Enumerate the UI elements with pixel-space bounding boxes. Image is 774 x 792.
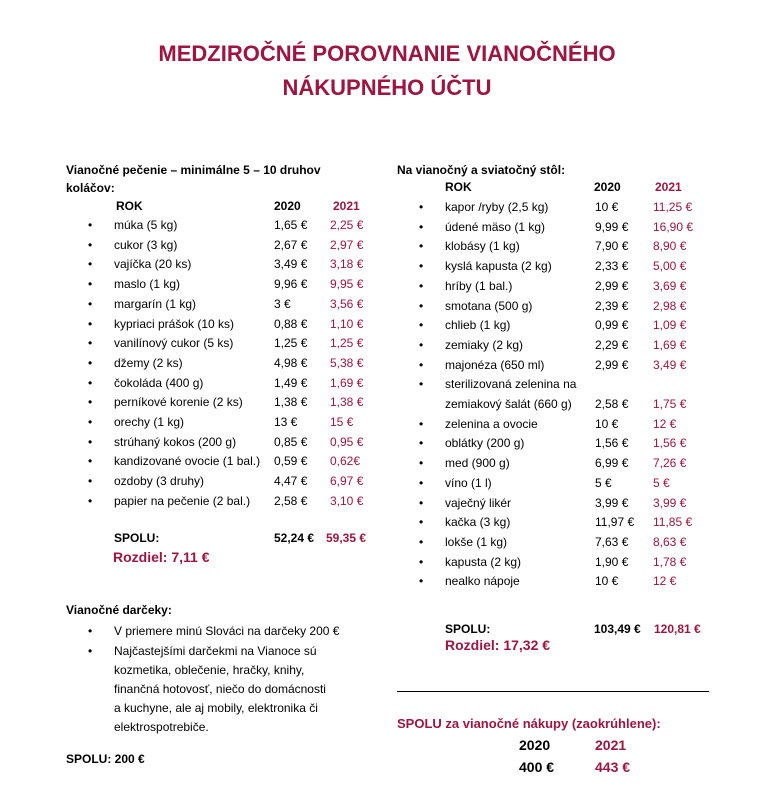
item-value-2021: 2,25 € (330, 218, 364, 232)
item-name: vanilínový cukor (5 ks) (114, 336, 234, 351)
item-name: víno (1 l) (445, 475, 492, 490)
item-value-2021: 12 € (653, 574, 677, 589)
baking-total-2020: 52,24 € (274, 531, 315, 545)
item-value-2020: 0,59 € (274, 454, 308, 469)
item-value-2020: 10 € (595, 416, 619, 431)
list-item (419, 395, 729, 415)
list-item (88, 216, 398, 236)
item-value-2020: 2,99 € (595, 278, 629, 293)
item-value-2021: 3,10 € (330, 493, 364, 508)
list-item (419, 474, 729, 494)
bullet-icon: • (88, 257, 93, 272)
table-col-2021: 2021 (655, 180, 682, 194)
baking-total-label: SPOLU: (114, 531, 160, 545)
item-value-2020: 0,88 € (274, 316, 308, 331)
bullet-icon: • (419, 318, 424, 333)
grand-total-heading: SPOLU za vianočné nákupy (zaokrúhlene): (397, 716, 661, 731)
list-item (88, 354, 398, 374)
item-value-2021: 8,63 € (653, 534, 687, 549)
bullet-icon: • (419, 278, 424, 293)
list-item (88, 472, 398, 492)
list-item (419, 277, 729, 297)
item-value-2021: 3,18 € (330, 257, 364, 272)
bullet-icon: • (88, 277, 93, 292)
list-item (88, 275, 398, 295)
item-name: strúhaný kokos (200 g) (114, 434, 237, 449)
item-name: kandizované ovocie (1 bal.) (114, 454, 261, 469)
item-value-2021: 15 € (330, 415, 354, 429)
item-value-2021: 7,26 € (653, 456, 687, 471)
bullet-icon: • (419, 554, 424, 569)
bullet-icon: • (419, 495, 424, 510)
item-value-2021: 1,56 € (653, 436, 687, 451)
bullet-icon: • (419, 515, 424, 530)
baking-col-rok: ROK (116, 199, 143, 213)
item-value-2021: 9,95 € (330, 277, 364, 292)
bullet-icon: • (419, 298, 424, 313)
item-value-2021: 3,99 € (653, 495, 687, 510)
bullet-icon: • (419, 475, 424, 490)
bullet-icon: • (88, 624, 93, 638)
item-name: papier na pečenie (2 bal.) (114, 493, 251, 508)
item-value-2021: 11,25 € (653, 200, 693, 214)
bullet-icon: • (419, 534, 424, 549)
bullet-icon: • (419, 337, 424, 352)
item-value-2020: 5 € (595, 475, 612, 490)
item-value-2021: 5 € (653, 475, 670, 490)
item-name: nealko nápoje (445, 574, 520, 589)
list-item (88, 492, 398, 512)
list-item (419, 553, 729, 573)
item-value-2021: 1,69 € (330, 375, 364, 390)
item-value-2021: 3,69 € (653, 278, 687, 293)
bullet-icon: • (419, 357, 424, 372)
item-value-2021: 3,56 € (330, 296, 364, 311)
item-name: čokoláda (400 g) (114, 375, 204, 390)
bullet-icon: • (88, 395, 93, 410)
table-total-2021: 120,81 € (654, 622, 701, 636)
list-item (88, 393, 398, 413)
item-value-2020: 2,33 € (595, 259, 629, 274)
divider (397, 691, 709, 692)
list-item (419, 218, 729, 238)
item-value-2020: 6,99 € (595, 456, 629, 471)
baking-col-2020: 2020 (274, 199, 301, 213)
bullet-icon: • (88, 336, 93, 351)
list-item (88, 255, 398, 275)
bullet-icon: • (419, 436, 424, 451)
baking-total-row (88, 529, 388, 549)
item-name: kypriaci prášok (10 ks) (114, 316, 235, 331)
baking-col-2021: 2021 (333, 199, 360, 213)
item-value-2021: 6,97 € (330, 474, 364, 489)
list-item (419, 356, 729, 376)
grand-total-2021-label: 2021 (595, 737, 627, 753)
list-item (419, 375, 729, 395)
bullet-icon: • (419, 239, 424, 254)
grand-total-2021: 443 € (595, 759, 631, 775)
item-value-2021: 1,25 € (330, 336, 364, 351)
grand-total-2020: 400 € (519, 759, 555, 775)
item-name: džemy (2 ks) (114, 355, 183, 370)
item-value-2021: 8,90 € (653, 239, 687, 254)
item-value-2020: 2,99 € (595, 357, 629, 372)
baking-difference: Rozdiel: 7,11 € (113, 549, 210, 565)
list-item (88, 315, 398, 335)
bullet-icon: • (419, 377, 424, 392)
item-value-2020: 7,90 € (595, 239, 629, 254)
item-value-2020: 2,29 € (595, 337, 629, 352)
item-value-2021: 1,38 € (330, 395, 364, 410)
item-name: majonéza (650 ml) (445, 357, 545, 372)
bullet-icon: • (88, 474, 93, 489)
item-value-2021: 1,10 € (330, 316, 364, 331)
grand-total-2020-label: 2020 (519, 737, 551, 753)
list-item (419, 434, 729, 454)
bullet-icon: • (419, 574, 424, 589)
item-name: vaječný likér (445, 495, 512, 510)
item-name: zemiaky (2 kg) (445, 337, 524, 352)
list-item (88, 413, 398, 433)
item-value-2021: 0,95 € (330, 434, 364, 449)
item-value-2020: 1,38 € (274, 395, 308, 410)
list-item (88, 236, 398, 256)
list-item (419, 533, 729, 553)
item-value-2021: 5,00 € (653, 259, 687, 274)
item-name: maslo (1 kg) (114, 277, 181, 292)
baking-heading-cont: koláčov: (66, 181, 115, 195)
table-total-label: SPOLU: (445, 622, 491, 636)
item-value-2021: 5,38 € (330, 355, 364, 370)
list-item (419, 415, 729, 435)
item-name: zemiakový šalát (660 g) (445, 397, 572, 411)
item-name: vajíčka (20 ks) (114, 257, 192, 272)
page-title-line1: MEDZIROČNÉ POROVNANIE VIANOČNÉHO (158, 41, 616, 66)
item-name: zelenina a ovocie (445, 416, 538, 431)
item-value-2020: 9,96 € (274, 277, 308, 292)
bullet-icon: • (88, 434, 93, 449)
item-value-2021: 11,85 € (653, 515, 693, 530)
item-value-2021: 1,75 € (653, 397, 687, 411)
list-item (88, 433, 398, 453)
list-item (419, 513, 729, 533)
item-name: perníkové korenie (2 ks) (114, 395, 243, 410)
list-item (88, 452, 398, 472)
item-name: med (900 g) (445, 456, 510, 471)
item-name: sterilizovaná zelenina na (445, 377, 577, 392)
list-item (419, 572, 729, 592)
gift-text-line: kozmetika, oblečenie, hračky, knihy, (114, 663, 305, 677)
page-title-line2: NÁKUPNÉHO ÚČTU (282, 75, 492, 100)
table-total-2020: 103,49 € (594, 622, 641, 636)
list-item (419, 316, 729, 336)
item-name: lokše (1 kg) (445, 534, 508, 549)
bullet-icon: • (88, 316, 93, 331)
item-name: margarín (1 kg) (114, 296, 197, 311)
table-col-2020: 2020 (594, 180, 621, 194)
item-name: orechy (1 kg) (114, 415, 185, 429)
item-value-2021: 2,98 € (653, 298, 687, 313)
gift-text-line: Najčastejšími darčekmi na Vianoce sú (114, 644, 317, 658)
list-item (419, 198, 729, 218)
item-value-2021: 1,78 € (653, 554, 687, 569)
bullet-icon: • (88, 415, 93, 429)
item-value-2020: 4,47 € (274, 474, 308, 489)
gifts-total: SPOLU: 200 € (66, 752, 145, 766)
gifts-heading: Vianočné darčeky: (66, 603, 172, 617)
item-value-2020: 0,99 € (595, 318, 629, 333)
bullet-icon: • (88, 296, 93, 311)
item-name: múka (5 kg) (114, 218, 178, 232)
item-value-2021: 3,49 € (653, 357, 687, 372)
item-name: klobásy (1 kg) (445, 239, 520, 254)
item-value-2020: 10 € (595, 574, 619, 589)
item-name: kačka (3 kg) (445, 515, 511, 530)
item-name: chlieb (1 kg) (445, 318, 511, 333)
list-item (88, 374, 398, 394)
gift-text-line: finančná hotovosť, niečo do domácnosti (114, 682, 326, 696)
baking-total-2021: 59,35 € (326, 531, 367, 545)
bullet-icon: • (88, 493, 93, 508)
item-value-2020: 3,49 € (274, 257, 308, 272)
bullet-icon: • (88, 237, 93, 252)
bullet-icon: • (88, 218, 93, 232)
item-value-2020: 2,58 € (274, 493, 308, 508)
item-value-2020: 1,90 € (595, 554, 629, 569)
item-value-2020: 1,65 € (274, 218, 308, 232)
bullet-icon: • (419, 200, 424, 214)
bullet-icon: • (88, 355, 93, 370)
table-difference: Rozdiel: 17,32 € (445, 637, 551, 653)
item-name: oblátky (200 g) (445, 436, 525, 451)
bullet-icon: • (88, 375, 93, 390)
list-item (419, 494, 729, 514)
list-item (419, 454, 729, 474)
list-item (419, 336, 729, 356)
bullet-icon: • (419, 456, 424, 471)
item-value-2020: 2,58 € (595, 397, 629, 411)
item-value-2020: 2,39 € (595, 298, 629, 313)
item-value-2021: 2,97 € (330, 237, 364, 252)
item-value-2020: 1,56 € (595, 436, 629, 451)
list-item (419, 297, 729, 317)
item-value-2021: 0,62€ (330, 454, 361, 469)
item-value-2020: 4,98 € (274, 355, 308, 370)
baking-heading: Vianočné pečenie – minimálne 5 – 10 druhov (66, 163, 321, 177)
list-item (88, 295, 398, 315)
item-name: kapusta (2 kg) (445, 554, 522, 569)
item-name: cukor (3 kg) (114, 237, 178, 252)
item-value-2020: 7,63 € (595, 534, 629, 549)
item-name: údené mäso (1 kg) (445, 219, 546, 234)
item-value-2020: 9,99 € (595, 219, 629, 234)
list-item (419, 237, 729, 257)
gift-text-line: a kuchyne, ale aj mobily, elektronika či (114, 701, 318, 715)
table-heading: Na vianočný a sviatočný stôl: (397, 163, 566, 177)
list-item (419, 257, 729, 277)
item-value-2020: 1,49 € (274, 375, 308, 390)
item-name: kapor /ryby (2,5 kg) (445, 200, 549, 214)
item-value-2020: 3 € (274, 296, 291, 311)
item-name: smotana (500 g) (445, 298, 533, 313)
item-value-2020: 11,97 € (595, 515, 635, 530)
item-value-2021: 1,69 € (653, 337, 687, 352)
table-col-rok: ROK (445, 180, 472, 194)
bullet-icon: • (419, 416, 424, 431)
item-name: hríby (1 bal.) (445, 278, 513, 293)
item-value-2020: 10 € (595, 200, 619, 214)
item-value-2021: 1,09 € (653, 318, 687, 333)
bullet-icon: • (419, 219, 424, 234)
gift-text-line: elektrospotrebiče. (114, 720, 209, 734)
item-value-2020: 3,99 € (595, 495, 629, 510)
item-name: ozdoby (3 druhy) (114, 474, 205, 489)
item-value-2021: 12 € (653, 416, 677, 431)
item-value-2020: 2,67 € (274, 237, 308, 252)
bullet-icon: • (88, 454, 93, 469)
bullet-icon: • (88, 644, 93, 658)
item-name: kyslá kapusta (2 kg) (445, 259, 552, 274)
item-value-2020: 13 € (274, 415, 298, 429)
list-item (88, 334, 398, 354)
item-value-2021: 16,90 € (653, 219, 694, 234)
item-value-2020: 0,85 € (274, 434, 308, 449)
bullet-icon: • (419, 259, 424, 274)
item-value-2020: 1,25 € (274, 336, 308, 351)
